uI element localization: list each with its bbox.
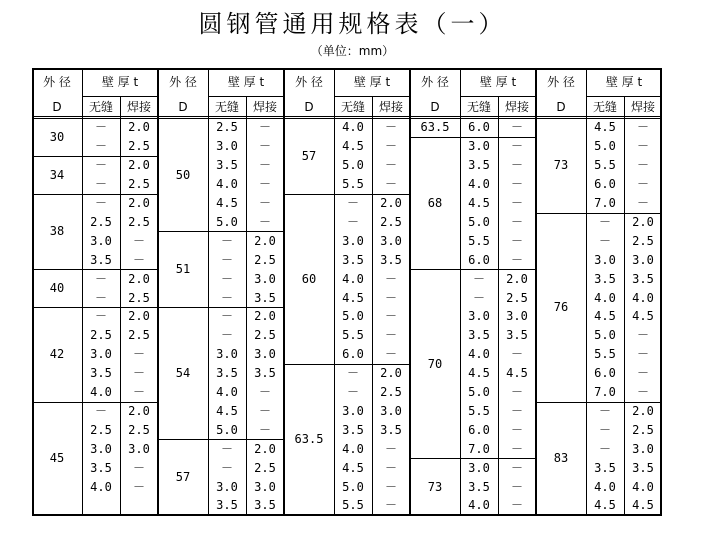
seamless-thickness-value: － bbox=[598, 214, 611, 229]
seamless-thickness-value: － bbox=[472, 290, 485, 305]
welded-thickness-value: 3.5 bbox=[254, 498, 276, 513]
welded-thickness-value: 2.0 bbox=[254, 309, 276, 324]
seamless-thickness-value: － bbox=[346, 214, 359, 229]
seamless-thickness-value: － bbox=[598, 441, 611, 456]
seamless-thickness-value: 3.5 bbox=[468, 479, 490, 494]
seamless-thickness-value: － bbox=[94, 271, 107, 286]
seamless-header: 无缝 bbox=[592, 100, 617, 114]
outer-diameter-symbol: D bbox=[304, 100, 314, 114]
seamless-thickness-value: 3.0 bbox=[216, 479, 238, 494]
seamless-thickness-value: 3.5 bbox=[594, 271, 616, 286]
seamless-thickness-value: 3.5 bbox=[216, 498, 238, 513]
outer-diameter-value: 38 bbox=[49, 224, 65, 239]
outer-diameter-value: 42 bbox=[49, 347, 65, 362]
welded-thickness-value: 2.5 bbox=[128, 214, 150, 229]
welded-thickness-value: － bbox=[258, 422, 271, 437]
welded-thickness-value: － bbox=[384, 177, 397, 192]
seamless-thickness-value: 4.0 bbox=[594, 479, 616, 494]
seamless-thickness-value: 3.5 bbox=[90, 252, 112, 267]
seamless-thickness-value: 3.0 bbox=[90, 233, 112, 248]
welded-thickness-value: － bbox=[132, 460, 145, 475]
seamless-thickness-value: 2.5 bbox=[90, 214, 112, 229]
welded-thickness-value: － bbox=[132, 479, 145, 494]
seamless-thickness-value: 3.5 bbox=[216, 366, 238, 381]
welded-thickness-value: 2.5 bbox=[128, 422, 150, 437]
welded-thickness-value: 3.5 bbox=[254, 366, 276, 381]
seamless-thickness-value: 5.0 bbox=[468, 214, 490, 229]
seamless-thickness-value: 3.0 bbox=[90, 441, 112, 456]
seamless-thickness-value: 5.5 bbox=[594, 347, 616, 362]
outer-diameter-value: 30 bbox=[49, 129, 65, 144]
outer-diameter-value: 76 bbox=[553, 300, 569, 314]
outer-diameter-value: 60 bbox=[301, 271, 317, 286]
seamless-thickness-value: 3.5 bbox=[90, 460, 112, 475]
seamless-thickness-value: 5.5 bbox=[594, 158, 616, 173]
welded-header: 焊接 bbox=[252, 100, 277, 114]
outer-diameter-header: 外 径 bbox=[43, 75, 71, 89]
welded-thickness-value: 2.0 bbox=[254, 441, 276, 456]
welded-thickness-value: － bbox=[258, 196, 271, 211]
seamless-thickness-value: － bbox=[346, 385, 359, 400]
welded-thickness-value: － bbox=[636, 177, 649, 192]
seamless-thickness-value: － bbox=[598, 403, 611, 418]
seamless-thickness-value: 4.0 bbox=[342, 120, 364, 135]
welded-thickness-value: － bbox=[132, 347, 145, 362]
seamless-thickness-value: 4.0 bbox=[594, 290, 616, 305]
seamless-thickness-value: － bbox=[598, 422, 611, 437]
welded-thickness-value: 2.5 bbox=[380, 385, 402, 400]
outer-diameter-value: 73 bbox=[553, 158, 569, 173]
seamless-thickness-value: 3.0 bbox=[216, 139, 238, 154]
seamless-thickness-value: 5.0 bbox=[468, 385, 490, 400]
welded-thickness-value: 3.5 bbox=[380, 422, 402, 437]
seamless-thickness-value: 6.0 bbox=[468, 252, 490, 267]
welded-thickness-value: － bbox=[636, 366, 649, 381]
welded-thickness-value: － bbox=[258, 385, 271, 400]
welded-thickness-value: 3.0 bbox=[254, 479, 276, 494]
seamless-thickness-value: 4.5 bbox=[594, 120, 616, 135]
outer-diameter-value: 34 bbox=[49, 167, 65, 182]
outer-diameter-value: 73 bbox=[427, 479, 443, 494]
seamless-thickness-value: 3.0 bbox=[90, 347, 112, 362]
seamless-thickness-value: 4.5 bbox=[216, 403, 238, 418]
welded-thickness-value: － bbox=[384, 347, 397, 362]
welded-thickness-value: 2.0 bbox=[128, 271, 150, 286]
seamless-thickness-value: 5.0 bbox=[342, 309, 364, 324]
outer-diameter-value: 51 bbox=[175, 262, 191, 277]
seamless-thickness-value: 4.0 bbox=[342, 441, 364, 456]
welded-thickness-value: 2.5 bbox=[380, 214, 402, 229]
outer-diameter-symbol: D bbox=[178, 100, 188, 114]
outer-diameter-header: 外 径 bbox=[169, 75, 197, 89]
seamless-thickness-value: 3.5 bbox=[594, 460, 616, 475]
welded-thickness-value: 2.0 bbox=[128, 158, 150, 173]
welded-thickness-value: 2.5 bbox=[254, 460, 276, 475]
welded-thickness-value: － bbox=[258, 120, 271, 135]
welded-thickness-value: 2.5 bbox=[632, 233, 654, 248]
welded-thickness-value: 2.0 bbox=[632, 403, 654, 418]
seamless-thickness-value: － bbox=[94, 139, 107, 154]
welded-thickness-value: 3.5 bbox=[254, 290, 276, 305]
welded-thickness-value: 4.5 bbox=[506, 366, 528, 381]
seamless-thickness-value: 3.5 bbox=[468, 158, 490, 173]
wall-thickness-header: 壁 厚 t bbox=[479, 75, 517, 89]
seamless-thickness-value: － bbox=[598, 233, 611, 248]
wall-thickness-header: 壁 厚 t bbox=[605, 75, 643, 89]
seamless-thickness-value: 3.5 bbox=[342, 252, 364, 267]
seamless-thickness-value: 3.5 bbox=[468, 328, 490, 343]
welded-thickness-value: － bbox=[510, 252, 523, 267]
seamless-thickness-value: 5.5 bbox=[468, 403, 490, 418]
seamless-thickness-value: － bbox=[220, 328, 233, 343]
welded-thickness-value: 2.5 bbox=[254, 328, 276, 343]
welded-thickness-value: － bbox=[510, 385, 523, 400]
wall-thickness-header: 壁 厚 t bbox=[227, 75, 265, 89]
seamless-header: 无缝 bbox=[340, 100, 365, 114]
seamless-thickness-value: － bbox=[220, 252, 233, 267]
seamless-thickness-value: 6.0 bbox=[468, 120, 490, 135]
welded-thickness-value: － bbox=[384, 479, 397, 494]
seamless-thickness-value: 5.0 bbox=[342, 479, 364, 494]
seamless-thickness-value: 3.5 bbox=[216, 158, 238, 173]
welded-header: 焊接 bbox=[126, 100, 151, 114]
welded-thickness-value: － bbox=[384, 158, 397, 173]
seamless-thickness-value: 4.5 bbox=[468, 366, 490, 381]
seamless-thickness-value: 4.0 bbox=[468, 347, 490, 362]
seamless-thickness-value: 4.5 bbox=[468, 196, 490, 211]
outer-diameter-value: 57 bbox=[175, 470, 191, 485]
welded-thickness-value: 2.0 bbox=[254, 233, 276, 248]
welded-header: 焊接 bbox=[378, 100, 403, 114]
outer-diameter-value: 45 bbox=[49, 451, 65, 466]
welded-thickness-value: 2.0 bbox=[506, 271, 528, 286]
welded-thickness-value: － bbox=[636, 328, 649, 343]
seamless-thickness-value: 3.0 bbox=[216, 347, 238, 362]
seamless-thickness-value: 3.0 bbox=[342, 233, 364, 248]
welded-thickness-value: － bbox=[384, 139, 397, 154]
outer-diameter-value: 54 bbox=[175, 366, 191, 381]
welded-thickness-value: － bbox=[384, 271, 397, 286]
seamless-header: 无缝 bbox=[88, 100, 113, 114]
seamless-thickness-value: 5.0 bbox=[342, 158, 364, 173]
outer-diameter-header: 外 径 bbox=[547, 75, 575, 89]
welded-thickness-value: － bbox=[510, 196, 523, 211]
welded-thickness-value: － bbox=[510, 422, 523, 437]
welded-thickness-value: － bbox=[132, 366, 145, 381]
welded-thickness-value: 4.0 bbox=[632, 479, 654, 494]
outer-diameter-value: 63.5 bbox=[294, 432, 324, 447]
welded-thickness-value: － bbox=[636, 158, 649, 173]
welded-thickness-value: 4.0 bbox=[632, 290, 654, 305]
seamless-thickness-value: － bbox=[94, 309, 107, 324]
seamless-thickness-value: － bbox=[94, 196, 107, 211]
seamless-thickness-value: 4.5 bbox=[594, 498, 616, 513]
welded-thickness-value: － bbox=[510, 498, 523, 513]
seamless-thickness-value: 6.0 bbox=[594, 366, 616, 381]
welded-thickness-value: － bbox=[258, 403, 271, 418]
seamless-thickness-value: 6.0 bbox=[594, 177, 616, 192]
outer-diameter-header: 外 径 bbox=[421, 75, 449, 89]
welded-thickness-value: － bbox=[258, 214, 271, 229]
welded-thickness-value: － bbox=[510, 441, 523, 456]
welded-thickness-value: － bbox=[132, 233, 145, 248]
welded-thickness-value: 3.5 bbox=[632, 271, 654, 286]
welded-header: 焊接 bbox=[630, 100, 655, 114]
welded-thickness-value: 2.0 bbox=[380, 196, 402, 211]
welded-thickness-value: 3.5 bbox=[380, 252, 402, 267]
welded-thickness-value: － bbox=[510, 158, 523, 173]
welded-thickness-value: － bbox=[510, 139, 523, 154]
welded-thickness-value: － bbox=[384, 328, 397, 343]
seamless-thickness-value: 5.0 bbox=[594, 328, 616, 343]
page-title: 圆钢管通用规格表（一） bbox=[198, 10, 507, 38]
welded-thickness-value: 2.5 bbox=[128, 290, 150, 305]
welded-thickness-value: 2.5 bbox=[506, 290, 528, 305]
welded-thickness-value bbox=[120, 496, 158, 515]
welded-thickness-value: － bbox=[258, 177, 271, 192]
outer-diameter-value: 57 bbox=[301, 148, 317, 163]
seamless-thickness-value: 3.0 bbox=[468, 460, 490, 475]
welded-thickness-value: － bbox=[510, 403, 523, 418]
seamless-thickness-value: － bbox=[346, 196, 359, 211]
seamless-thickness-value: 6.0 bbox=[342, 347, 364, 362]
seamless-thickness-value: 4.0 bbox=[216, 177, 238, 192]
unit-note: （单位：mm） bbox=[310, 44, 395, 58]
welded-thickness-value: － bbox=[384, 290, 397, 305]
welded-thickness-value: － bbox=[258, 158, 271, 173]
welded-thickness-value: － bbox=[636, 120, 649, 135]
welded-thickness-value: 3.0 bbox=[254, 271, 276, 286]
seamless-thickness-value: 5.0 bbox=[216, 422, 238, 437]
welded-thickness-value: － bbox=[636, 385, 649, 400]
seamless-thickness-value: － bbox=[346, 366, 359, 381]
outer-diameter-symbol: D bbox=[52, 100, 62, 114]
welded-thickness-value: 2.0 bbox=[380, 366, 402, 381]
outer-diameter-value: 68 bbox=[427, 196, 443, 211]
seamless-thickness-value bbox=[82, 496, 120, 515]
welded-thickness-value: 2.5 bbox=[128, 328, 150, 343]
welded-thickness-value: 2.5 bbox=[128, 177, 150, 192]
seamless-thickness-value: 5.5 bbox=[342, 328, 364, 343]
welded-thickness-value: 3.0 bbox=[380, 233, 402, 248]
seamless-thickness-value: 4.0 bbox=[216, 385, 238, 400]
welded-thickness-value: － bbox=[636, 196, 649, 211]
welded-thickness-value: 2.5 bbox=[254, 252, 276, 267]
welded-thickness-value: － bbox=[258, 139, 271, 154]
seamless-thickness-value: 4.5 bbox=[342, 139, 364, 154]
seamless-thickness-value: － bbox=[220, 441, 233, 456]
seamless-thickness-value: 4.0 bbox=[468, 177, 490, 192]
welded-thickness-value: 2.0 bbox=[128, 120, 150, 135]
welded-thickness-value: － bbox=[384, 460, 397, 475]
seamless-thickness-value: 2.5 bbox=[216, 120, 238, 135]
seamless-thickness-value: 2.5 bbox=[90, 422, 112, 437]
seamless-thickness-value: － bbox=[94, 120, 107, 135]
wall-thickness-header: 壁 厚 t bbox=[101, 75, 139, 89]
seamless-thickness-value: 7.0 bbox=[594, 196, 616, 211]
outer-diameter-value: 70 bbox=[427, 356, 443, 371]
welded-thickness-value: － bbox=[510, 347, 523, 362]
seamless-thickness-value: 5.0 bbox=[594, 139, 616, 154]
outer-diameter-symbol: D bbox=[556, 100, 566, 114]
welded-thickness-value: 3.5 bbox=[632, 460, 654, 475]
outer-diameter-value: 83 bbox=[553, 451, 569, 466]
welded-thickness-value: 3.0 bbox=[380, 403, 402, 418]
welded-thickness-value: 3.0 bbox=[632, 441, 654, 456]
welded-thickness-value: 3.0 bbox=[128, 441, 150, 456]
outer-diameter-symbol: D bbox=[430, 100, 440, 114]
seamless-thickness-value: 3.0 bbox=[468, 139, 490, 154]
seamless-thickness-value: 4.5 bbox=[594, 309, 616, 324]
welded-thickness-value: － bbox=[384, 441, 397, 456]
seamless-thickness-value: 3.0 bbox=[468, 309, 490, 324]
welded-thickness-value: 3.5 bbox=[506, 328, 528, 343]
welded-thickness-value: － bbox=[510, 177, 523, 192]
welded-thickness-value: － bbox=[384, 120, 397, 135]
seamless-thickness-value: 4.5 bbox=[216, 196, 238, 211]
welded-thickness-value: 2.0 bbox=[128, 196, 150, 211]
welded-thickness-value: 2.5 bbox=[128, 139, 150, 154]
seamless-thickness-value: 4.0 bbox=[90, 479, 112, 494]
seamless-thickness-value: － bbox=[472, 271, 485, 286]
seamless-thickness-value: 2.5 bbox=[90, 328, 112, 343]
seamless-thickness-value: 4.5 bbox=[342, 460, 364, 475]
seamless-thickness-value: － bbox=[220, 233, 233, 248]
outer-diameter-value: 63.5 bbox=[420, 120, 450, 135]
welded-thickness-value: － bbox=[510, 460, 523, 475]
welded-thickness-value: 2.5 bbox=[632, 422, 654, 437]
welded-thickness-value: － bbox=[132, 385, 145, 400]
seamless-thickness-value: － bbox=[94, 177, 107, 192]
welded-thickness-value: 4.5 bbox=[632, 309, 654, 324]
seamless-thickness-value: 5.5 bbox=[342, 177, 364, 192]
welded-thickness-value: 3.0 bbox=[506, 309, 528, 324]
seamless-thickness-value: － bbox=[220, 271, 233, 286]
seamless-thickness-value: 4.5 bbox=[342, 290, 364, 305]
seamless-header: 无缝 bbox=[214, 100, 239, 114]
welded-thickness-value: 2.0 bbox=[632, 214, 654, 229]
seamless-thickness-value: 7.0 bbox=[468, 441, 490, 456]
seamless-thickness-value: 5.5 bbox=[468, 233, 490, 248]
welded-thickness-value: 3.0 bbox=[632, 252, 654, 267]
welded-thickness-value: － bbox=[132, 252, 145, 267]
seamless-thickness-value: 3.0 bbox=[342, 403, 364, 418]
outer-diameter-value: 40 bbox=[49, 281, 65, 296]
seamless-thickness-value: － bbox=[220, 309, 233, 324]
seamless-thickness-value: 6.0 bbox=[468, 422, 490, 437]
seamless-thickness-value: 7.0 bbox=[594, 385, 616, 400]
seamless-thickness-value: 3.0 bbox=[594, 252, 616, 267]
seamless-thickness-value: 3.5 bbox=[342, 422, 364, 437]
welded-thickness-value: 3.0 bbox=[254, 347, 276, 362]
welded-thickness-value: － bbox=[636, 347, 649, 362]
seamless-thickness-value: 4.0 bbox=[90, 385, 112, 400]
seamless-thickness-value: － bbox=[94, 158, 107, 173]
seamless-thickness-value: 4.0 bbox=[468, 498, 490, 513]
welded-thickness-value: － bbox=[510, 120, 523, 135]
welded-thickness-value: － bbox=[510, 214, 523, 229]
seamless-thickness-value: － bbox=[94, 403, 107, 418]
welded-thickness-value: 2.0 bbox=[128, 403, 150, 418]
seamless-thickness-value: 4.0 bbox=[342, 271, 364, 286]
wall-thickness-header: 壁 厚 t bbox=[353, 75, 391, 89]
welded-header: 焊接 bbox=[504, 100, 529, 114]
welded-thickness-value: 4.5 bbox=[632, 498, 654, 513]
seamless-thickness-value: 3.5 bbox=[90, 366, 112, 381]
seamless-thickness-value: 5.5 bbox=[342, 498, 364, 513]
welded-thickness-value: － bbox=[384, 309, 397, 324]
welded-thickness-value: － bbox=[636, 139, 649, 154]
welded-thickness-value: － bbox=[510, 479, 523, 494]
seamless-thickness-value: － bbox=[220, 290, 233, 305]
outer-diameter-value: 50 bbox=[175, 167, 191, 182]
seamless-header: 无缝 bbox=[466, 100, 491, 114]
outer-diameter-header: 外 径 bbox=[295, 75, 323, 89]
welded-thickness-value: 2.0 bbox=[128, 309, 150, 324]
welded-thickness-value: － bbox=[510, 233, 523, 248]
seamless-thickness-value: 5.0 bbox=[216, 214, 238, 229]
seamless-thickness-value: － bbox=[220, 460, 233, 475]
seamless-thickness-value: － bbox=[94, 290, 107, 305]
welded-thickness-value: － bbox=[384, 498, 397, 513]
